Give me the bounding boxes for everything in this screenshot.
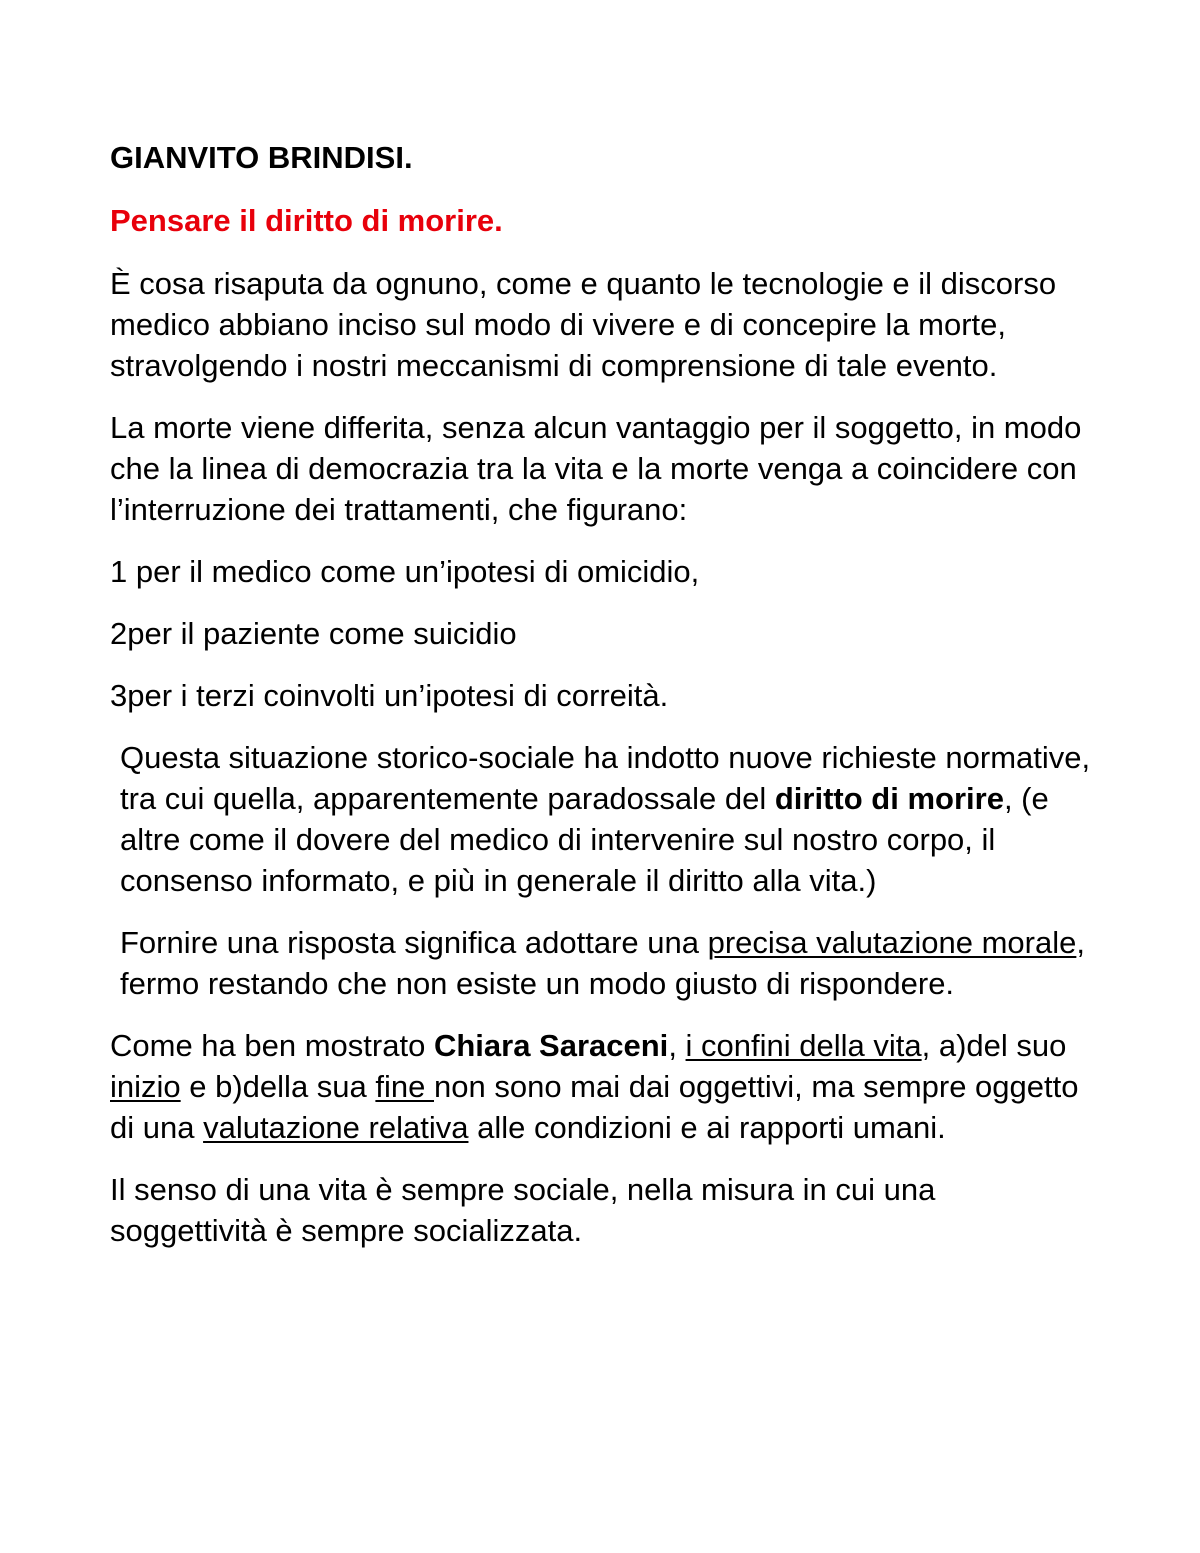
document-title: Pensare il diritto di morire. [110, 203, 503, 238]
text-segment: Questa situazione storico-sociale ha indotto nuove richieste normative, tra cui quella, apparentemente paradossale del [120, 740, 1091, 816]
text-segment: alle condizioni e ai rapporti umani. [468, 1110, 946, 1145]
text-segment: , a)del suo [921, 1028, 1067, 1063]
bold-term-right-to-die: diritto di morire [774, 781, 1004, 816]
underlined-beginning: inizio [110, 1069, 181, 1104]
text-segment: Come ha ben mostrato [110, 1028, 434, 1063]
list-item-third-parties: 3per i terzi coinvolti un’ipotesi di correità. [110, 678, 669, 713]
underlined-relative-evaluation: valutazione relativa [203, 1110, 469, 1145]
document-body [110, 137, 1100, 1272]
text-segment: , [668, 1028, 686, 1063]
paragraph-moral-evaluation [110, 922, 1100, 1004]
underlined-precise-evaluation: precisa valutazione morale [707, 925, 1077, 960]
paragraph-intro: È cosa risaputa da ognuno, come e quanto le tecnologie e il discorso medico abbiano inciso sul modo di vivere e di concepire la morte, stravolgendo i nostri meccanismi di comprensione di tale evento. [110, 266, 1057, 383]
paragraph-normative-requests [110, 737, 1100, 901]
text-segment: non sono mai dai oggettivi, ma sempre oggetto di una [110, 1069, 1079, 1145]
paragraph-social-meaning: Il senso di una vita è sempre sociale, nella misura in cui una soggettività è sempre socializzata. [110, 1172, 936, 1248]
text-segment: Fornire una risposta significa adottare una [120, 925, 708, 960]
list-item-patient: 2per il paziente come suicidio [110, 616, 517, 651]
list-item-doctor: 1 per il medico come un’ipotesi di omicidio, [110, 554, 700, 589]
underlined-end: fine [375, 1069, 434, 1104]
text-segment: , (e altre come il dovere del medico di intervenire sul nostro corpo, il consenso informato, e più in generale il diritto alla vita.) [120, 781, 1049, 898]
paragraph-saraceni [110, 1025, 1100, 1148]
text-segment: e b)della sua [180, 1069, 376, 1104]
paragraph-death-deferred: La morte viene differita, senza alcun vantaggio per il soggetto, in modo che la linea di democrazia tra la vita e la morte venga a coincidere con l’interruzione dei trattamenti, che figurano: [110, 410, 1082, 527]
bold-name-chiara-saraceni: Chiara Saraceni [433, 1028, 669, 1063]
author-name: GIANVITO BRINDISI. [110, 140, 413, 175]
underlined-boundaries-of-life: i confini della vita [685, 1028, 922, 1063]
text-segment: , fermo restando che non esiste un modo giusto di rispondere. [120, 925, 1085, 1001]
